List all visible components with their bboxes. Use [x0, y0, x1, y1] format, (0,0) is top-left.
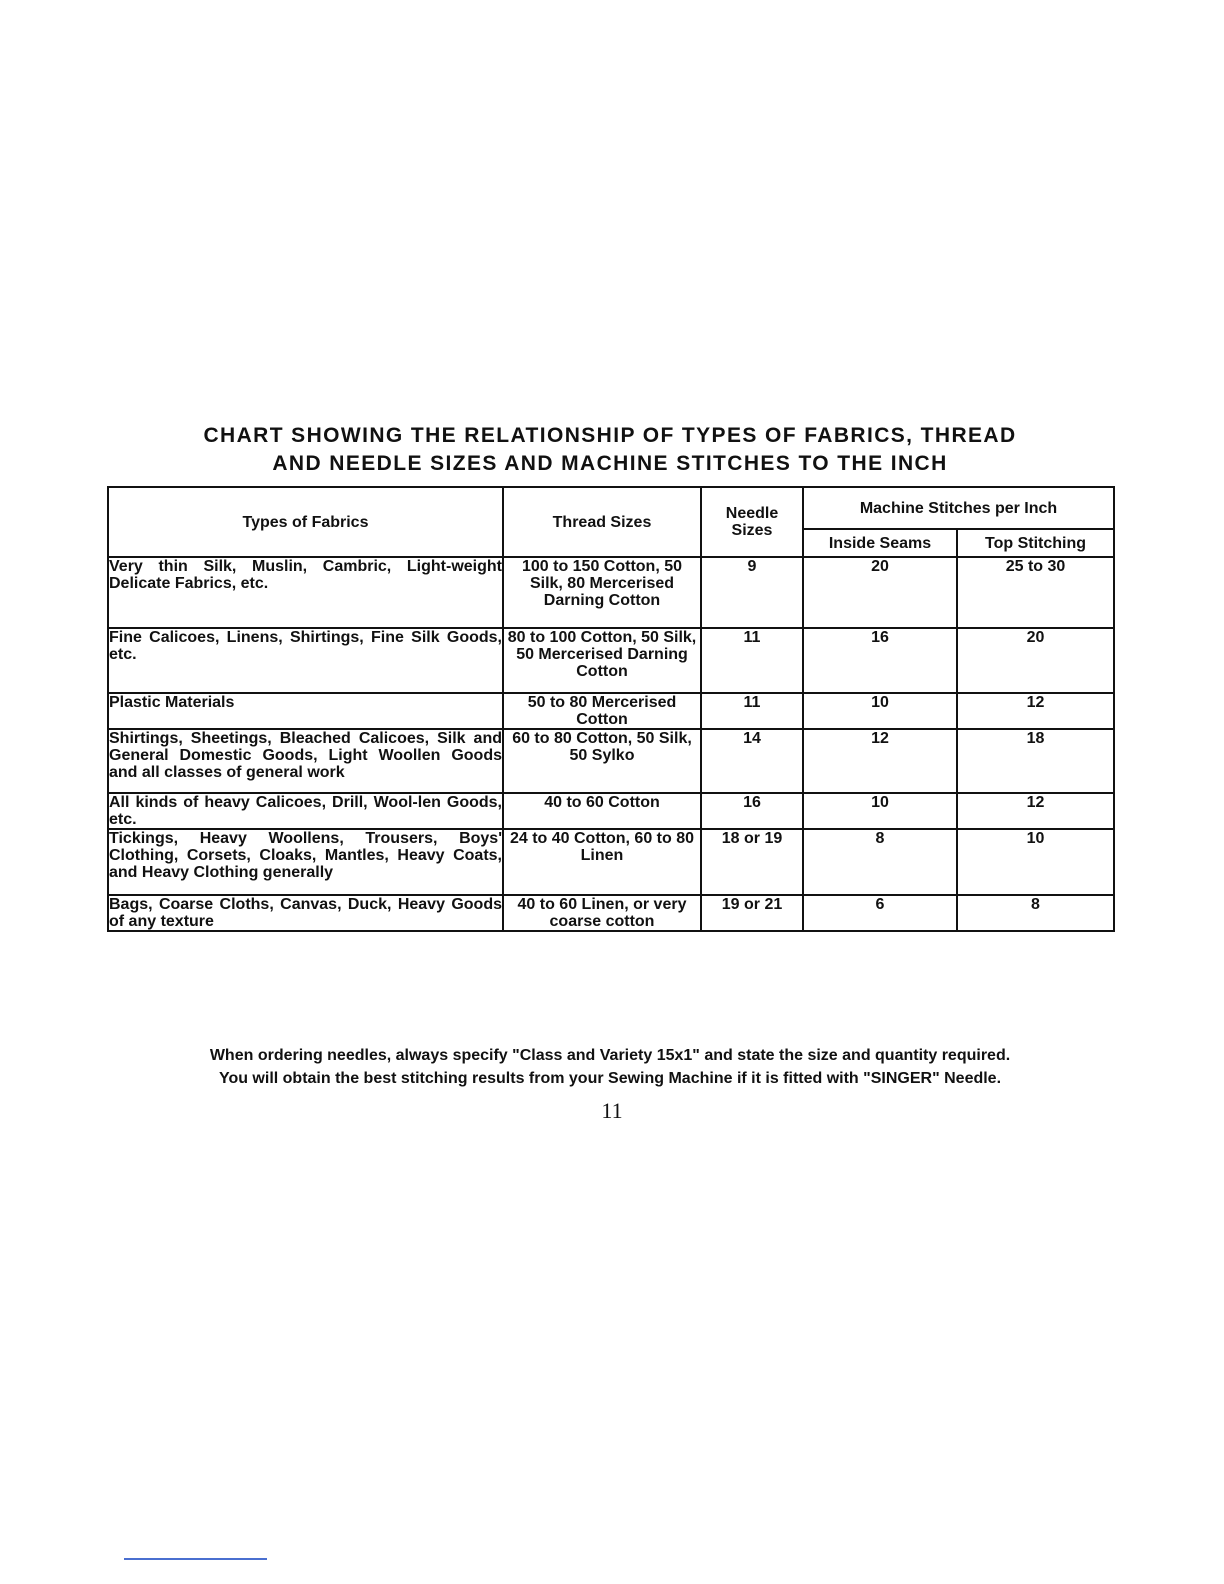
fabric-cell: Shirtings, Sheetings, Bleached Calicoes, Silk and General Domestic Goods, Light Woollen Goods and all classes of general work — [108, 729, 503, 793]
needle-cell: 11 — [701, 628, 803, 693]
header-top-stitching: Top Stitching — [957, 529, 1114, 557]
fabric-cell: Fine Calicoes, Linens, Shirtings, Fine Silk Goods, etc. — [108, 628, 503, 693]
needle-cell: 9 — [701, 557, 803, 628]
header-types-of-fabrics: Types of Fabrics — [108, 487, 503, 557]
table-row — [108, 895, 1114, 931]
chart-title-line-2: AND NEEDLE SIZES AND MACHINE STITCHES TO THE INCH — [272, 452, 948, 475]
table-row — [108, 693, 1114, 729]
table-row — [108, 557, 1114, 628]
inside-seams-cell: 16 — [803, 628, 957, 693]
inside-seams-cell: 20 — [803, 557, 957, 628]
top-stitching-cell: 12 — [957, 693, 1114, 729]
fabric-thread-needle-table — [107, 486, 1115, 932]
top-stitching-cell: 25 to 30 — [957, 557, 1114, 628]
chart-title — [110, 422, 1110, 478]
needle-cell: 19 or 21 — [701, 895, 803, 931]
header-inside-seams: Inside Seams — [803, 529, 957, 557]
inside-seams-cell: 8 — [803, 829, 957, 895]
fabric-cell: Plastic Materials — [108, 693, 503, 729]
needle-cell: 14 — [701, 729, 803, 793]
inside-seams-cell: 10 — [803, 793, 957, 829]
header-thread-sizes: Thread Sizes — [503, 487, 701, 557]
inside-seams-cell: 10 — [803, 693, 957, 729]
thread-cell: 80 to 100 Cotton, 50 Silk, 50 Mercerised Darning Cotton — [503, 628, 701, 693]
note-line-1: When ordering needles, always specify "Class and Variety 15x1" and state the size and quantity required. — [209, 1047, 1011, 1064]
top-stitching-cell: 18 — [957, 729, 1114, 793]
thread-cell: 60 to 80 Cotton, 50 Silk, 50 Sylko — [503, 729, 701, 793]
page-number: 11 — [601, 1098, 623, 1123]
inside-seams-cell: 12 — [803, 729, 957, 793]
needle-cell: 18 or 19 — [701, 829, 803, 895]
top-stitching-cell: 20 — [957, 628, 1114, 693]
inside-seams-cell: 6 — [803, 895, 957, 931]
ordering-notes — [110, 1044, 1110, 1090]
table-row — [108, 793, 1114, 829]
chart-title-line-1: CHART SHOWING THE RELATIONSHIP OF TYPES OF FABRICS, THREAD — [203, 424, 1017, 447]
thread-cell: 40 to 60 Cotton — [503, 793, 701, 829]
table-row — [108, 628, 1114, 693]
table-row — [108, 829, 1114, 895]
fabric-cell: Bags, Coarse Cloths, Canvas, Duck, Heavy Goods of any texture — [109, 896, 502, 930]
top-stitching-cell: 10 — [957, 829, 1114, 895]
fabric-cell: Tickings, Heavy Woollens, Trousers, Boys' Clothing, Corsets, Cloaks, Mantles, Heavy Coats, and Heavy Clothing generally — [108, 829, 503, 895]
thread-cell: 24 to 40 Cotton, 60 to 80 Linen — [503, 829, 701, 895]
footer-rule — [124, 1558, 267, 1560]
thread-cell: 100 to 150 Cotton, 50 Silk, 80 Mercerised Darning Cotton — [503, 557, 701, 628]
header-needle-sizes: Needle Sizes — [701, 487, 803, 557]
needle-cell: 11 — [701, 693, 803, 729]
table-row — [108, 729, 1114, 793]
fabric-cell: Very thin Silk, Muslin, Cambric, Light-weight Delicate Fabrics, etc. — [108, 557, 503, 628]
top-stitching-cell: 8 — [957, 895, 1114, 931]
needle-cell: 16 — [701, 793, 803, 829]
note-line-2: You will obtain the best stitching results from your Sewing Machine if it is fitted with "SINGER" Needle. — [218, 1070, 1002, 1087]
header-machine-stitches: Machine Stitches per Inch — [803, 487, 1114, 529]
thread-cell: 40 to 60 Linen, or very coarse cotton — [503, 895, 701, 931]
top-stitching-cell: 12 — [957, 793, 1114, 829]
thread-cell: 50 to 80 Mercerised Cotton — [503, 693, 701, 729]
fabric-cell: All kinds of heavy Calicoes, Drill, Wool-len Goods, etc. — [109, 794, 502, 828]
